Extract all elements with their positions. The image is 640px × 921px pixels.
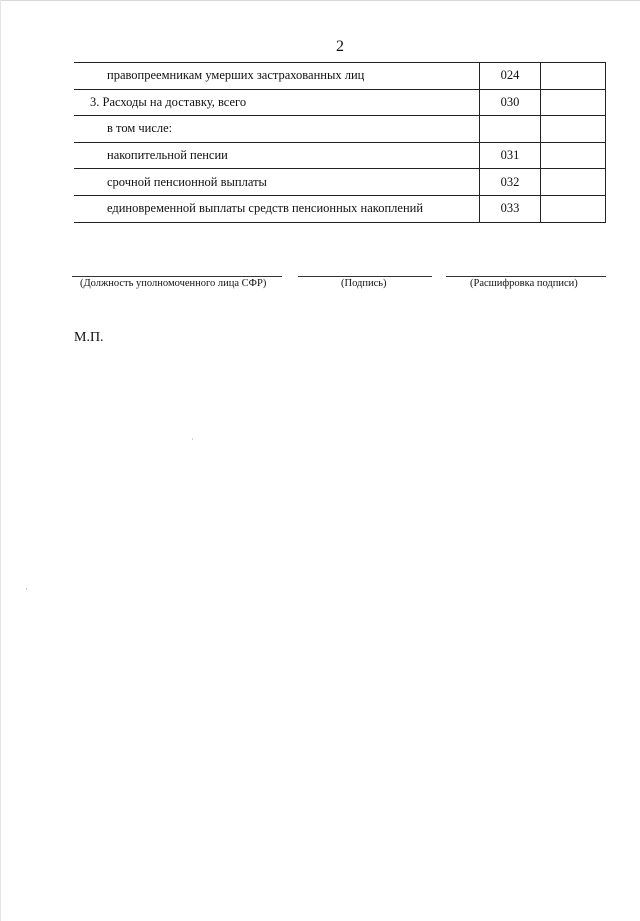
page-edge-left bbox=[0, 0, 1, 921]
stamp-place-label: М.П. bbox=[74, 330, 104, 345]
row-name: накопительной пенсии bbox=[74, 142, 480, 169]
position-label: (Должность уполномоченного лица СФР) bbox=[80, 278, 267, 289]
scan-speck bbox=[192, 438, 193, 440]
row-name: правопреемникам умерших застрахованных лиц bbox=[74, 63, 480, 90]
scan-speck bbox=[26, 588, 27, 590]
row-value[interactable] bbox=[541, 142, 606, 169]
row-code: 024 bbox=[480, 63, 541, 90]
row-code: 032 bbox=[480, 169, 541, 196]
report-table bbox=[74, 62, 606, 223]
position-signature-line[interactable] bbox=[72, 276, 282, 277]
table-row bbox=[74, 116, 606, 143]
row-name: в том числе: bbox=[74, 116, 480, 143]
row-value[interactable] bbox=[541, 169, 606, 196]
row-value[interactable] bbox=[541, 116, 606, 143]
table-row bbox=[74, 89, 606, 116]
row-code: 033 bbox=[480, 195, 541, 222]
row-code: 030 bbox=[480, 89, 541, 116]
table-row bbox=[74, 195, 606, 222]
row-name: срочной пенсионной выплаты bbox=[74, 169, 480, 196]
signature-line[interactable] bbox=[298, 276, 432, 277]
decryption-label: (Расшифровка подписи) bbox=[470, 278, 578, 289]
page-edge-top bbox=[0, 0, 640, 1]
page-number: 2 bbox=[336, 38, 344, 55]
signature-label: (Подпись) bbox=[341, 278, 387, 289]
table-row bbox=[74, 63, 606, 90]
row-code bbox=[480, 116, 541, 143]
row-name: единовременной выплаты средств пенсионных накоплений bbox=[74, 195, 480, 222]
row-value[interactable] bbox=[541, 195, 606, 222]
decryption-signature-line[interactable] bbox=[446, 276, 606, 277]
row-value[interactable] bbox=[541, 89, 606, 116]
table-row bbox=[74, 142, 606, 169]
table-row bbox=[74, 169, 606, 196]
row-value[interactable] bbox=[541, 63, 606, 90]
row-code: 031 bbox=[480, 142, 541, 169]
row-name: 3. Расходы на доставку, всего bbox=[74, 89, 480, 116]
